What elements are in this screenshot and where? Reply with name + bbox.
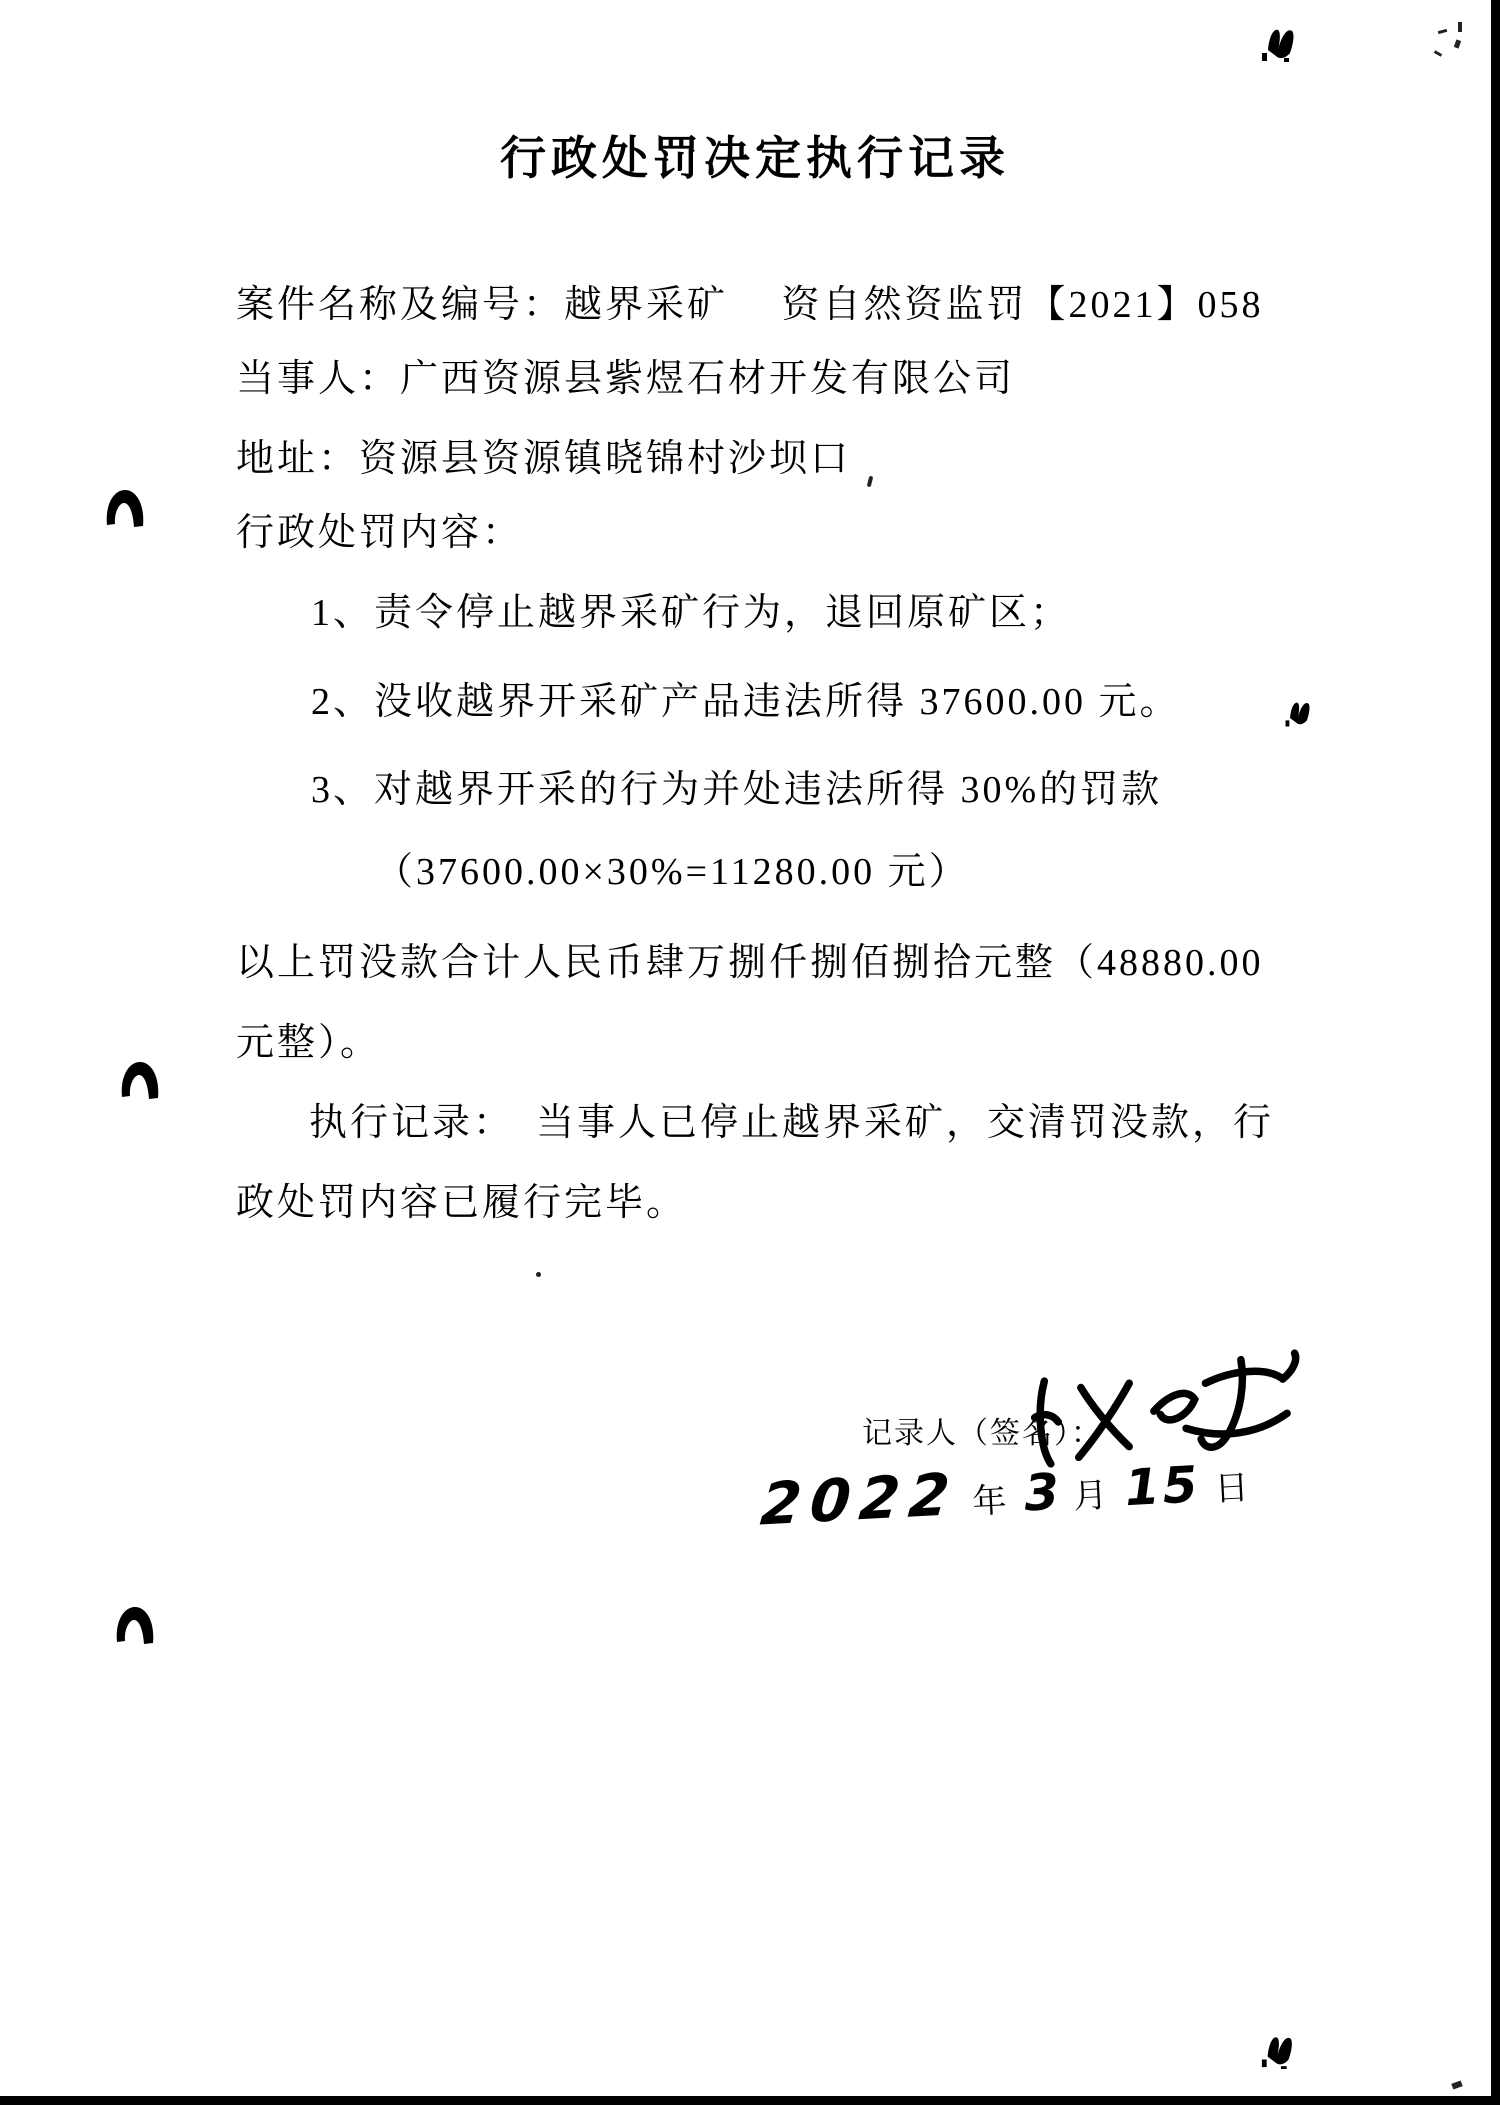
scan-speck xyxy=(1434,50,1442,57)
case-name-number-line: 案件名称及编号：越界采矿 资自然资监罚【2021】058 xyxy=(236,284,1264,326)
scan-speck xyxy=(1458,22,1462,32)
ink-blob-mid-right xyxy=(1284,695,1316,729)
date-year-unit: 年 xyxy=(971,1482,1008,1522)
binder-mark-top xyxy=(103,486,147,528)
execution-record-line-1: 执行记录： 当事人已停止越界采矿，交清罚没款，行 xyxy=(309,1102,1275,1144)
penalty-item-3: 3、对越界开采的行为并处违法所得 30%的罚款 xyxy=(311,769,1163,811)
ink-blob-top-right xyxy=(1260,20,1302,64)
binder-mark-bottom xyxy=(113,1603,157,1645)
date-month-unit: 月 xyxy=(1072,1477,1109,1516)
scan-speck xyxy=(1451,2080,1462,2089)
scan-speck xyxy=(867,476,874,488)
party-line: 当事人：广西资源县紫煜石材开发有限公司 xyxy=(236,358,1016,400)
penalty-content-heading: 行政处罚内容： xyxy=(236,512,524,554)
document-title: 行政处罚决定执行记录 xyxy=(500,133,1010,184)
penalty-item-3-calculation: （37600.00×30%=11280.00 元） xyxy=(375,851,970,893)
date-day: 15 xyxy=(1123,1455,1202,1518)
total-amount-line-2: 元整）。 xyxy=(236,1022,382,1064)
address-line: 地址：资源县资源镇晓锦村沙坝口 xyxy=(236,438,852,480)
date-month: 3 xyxy=(1022,1462,1061,1523)
handwritten-date xyxy=(757,1446,1250,1590)
scan-speck xyxy=(536,1272,541,1277)
scan-speck xyxy=(1438,29,1447,34)
scan-edge-right xyxy=(1491,0,1500,2105)
recorder-signature-label: 记录人（签名）： xyxy=(862,1417,1103,1450)
total-amount-line-1: 以上罚没款合计人民币肆万捌仟捌佰捌拾元整（48880.00 xyxy=(236,942,1264,984)
penalty-item-2: 2、没收越界开采矿产品违法所得 37600.00 元。 xyxy=(311,681,1181,723)
binder-mark-middle xyxy=(118,1058,162,1100)
scan-edge-bottom xyxy=(0,2096,1500,2105)
ink-blob-bottom-right xyxy=(1260,2028,1300,2070)
scan-speck xyxy=(1454,39,1461,48)
date-day-unit: 日 xyxy=(1213,1469,1250,1509)
penalty-item-1: 1、责令停止越界采矿行为，退回原矿区； xyxy=(311,592,1072,634)
execution-record-line-2: 政处罚内容已履行完毕。 xyxy=(236,1182,688,1224)
date-year: 2022 xyxy=(757,1459,962,1539)
